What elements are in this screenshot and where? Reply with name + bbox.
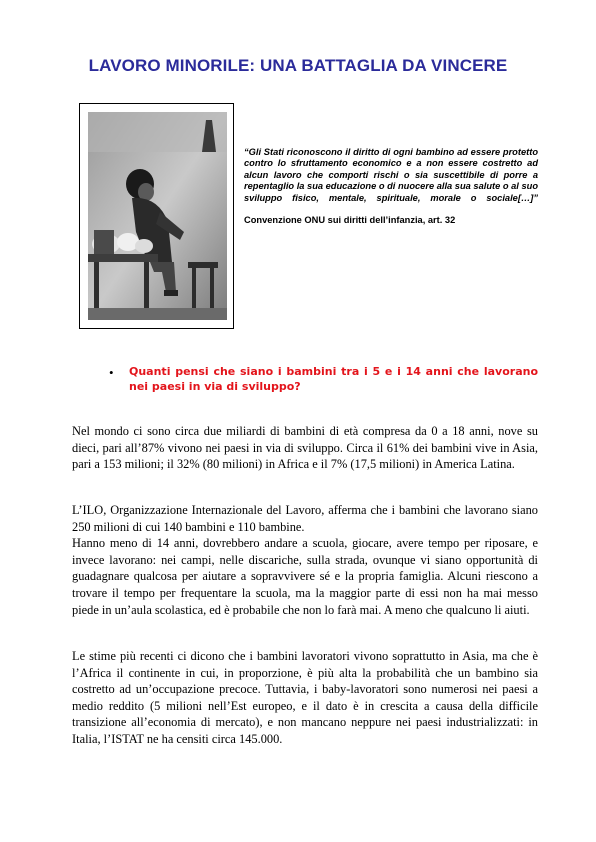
quote-text: “Gli Stati riconoscono il diritto di ogni bambino ad essere protetto contro lo sfruttamento economico e a non essere costretto ad alcun lavoro che comporti rischi o sia suscettibile di porre a repentaglio la sua educazione o di nuocere alla sua salute o al suo sviluppo fisico, mentale, spirituale, morale o sociale[…]” — [244, 147, 538, 203]
paragraph-3: Le stime più recenti ci dicono che i bambini lavoratori vivono soprattutto in Asia, ma che è l’Africa il continente in cui, in proporzione, è più alta la probabilità che un bambino sia costretto ad un’occupazione precoce. Tuttavia, i baby-lavoratori sono numerosi nei paesi a medio reddito (5 milioni nell’Est europeo, e il dato è in crescita a causa della difficile transizione all’economia di mercato), e non mancano neppure nei paesi industrializzati: in Italia, l’ISTAT ne ha censiti circa 145.000. — [72, 649, 538, 746]
question-text: Quanti pensi che siano i bambini tra i 5 e i 14 anni che lavorano nei paesi in via di sviluppo? — [129, 365, 538, 393]
paragraph-1: Nel mondo ci sono circa due miliardi di bambini di età compresa da 0 a 18 anni, nove su dieci, pari all’87% vivono nei paesi in via di sviluppo. Circa il 61% dei bambini vive in Asia, pari a 153 milioni; il 32% (80 milioni) in Africa e il 7% (17,5 milioni) in America Latina. — [72, 424, 538, 472]
paragraph-2a: L’ILO, Organizzazione Internazionale del Lavoro, afferma che i bambini che lavorano siano 250 milioni di cui 140 bambini e 110 bambine. — [72, 503, 538, 534]
child-worker-photo-icon — [88, 112, 227, 320]
photo-frame — [79, 103, 234, 329]
bullet-icon: • — [109, 365, 114, 380]
quote-source: Convenzione ONU sui diritti dell’infanzia, art. 32 — [244, 215, 456, 225]
paragraph-2 — [72, 502, 538, 618]
paragraph-2b: Hanno meno di 14 anni, dovrebbero andare a scuola, giocare, avere tempo per riposare, e invece lavorano: nei campi, nelle discariche, sulla strada, ovunque vi siano opportunità di guadagnare qualcosa per aiutare a sopravvivere sé e la propria famiglia. Alcuni riescono a trovare il tempo per frequentare la scuola, ma la maggior parte di essi non ha mai messo piede in un’aula scolastica, ed è probabile che non lo farà mai. A meno che qualcuno li aiuti. — [72, 536, 538, 617]
page-title: LAVORO MINORILE: UNA BATTAGLIA DA VINCERE — [88, 56, 508, 75]
